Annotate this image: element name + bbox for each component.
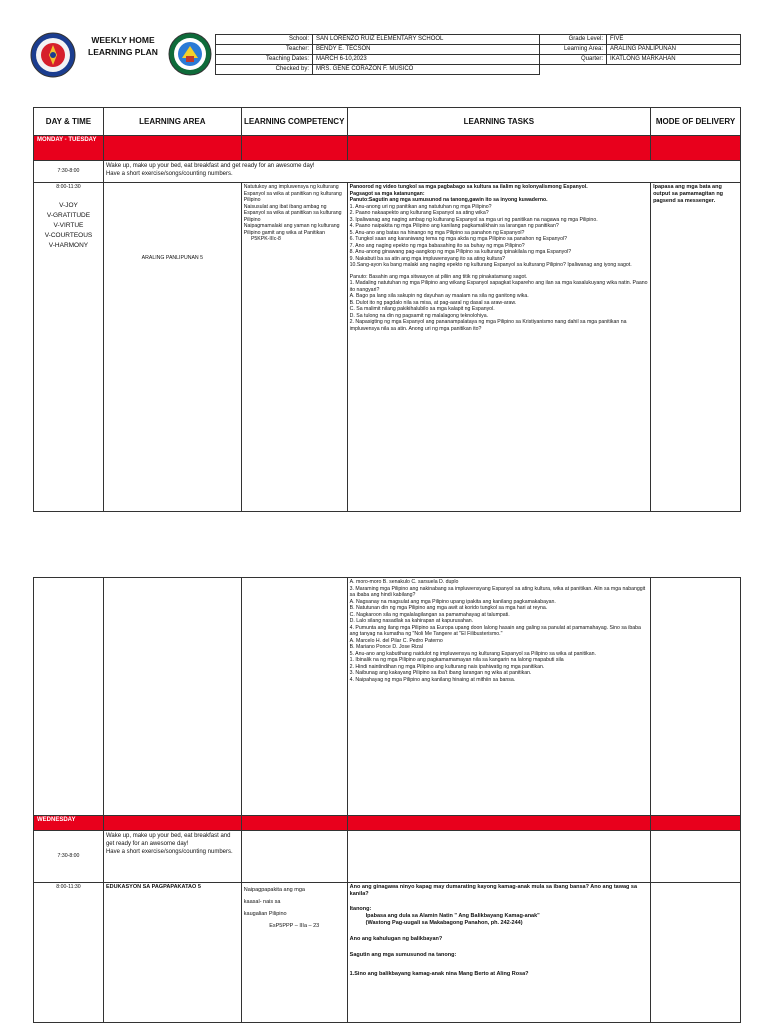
value-item: V-VIRTUE	[53, 221, 84, 229]
day-label: WEDNESDAY	[34, 816, 104, 831]
value-item: V-JOY	[59, 201, 78, 209]
routine-row	[34, 161, 741, 183]
info-table	[215, 34, 741, 75]
school-logo	[168, 32, 212, 76]
title-line-2: LEARNING PLAN	[88, 47, 158, 57]
title-line-1: WEEKLY HOME	[91, 35, 155, 45]
tasks-part-two: Panuto: Basahin ang mga sitwasyon at piliin ang titik ng pinakatamang sagot. 1. Madaling natutuhan ng mga Pilipino ang wikang Espanyol sapagkat kapareho ang ilan sa mga kasalukuyang wika natin. Paano ito nangyari? A. Bago pa lang sila sakupin ng dayuhan ay maalam na sila ng ganitong wika. B. Dulot ito ng pagdalo nila sa misa, at pag-aaral ng dasal sa araw-araw. C. Sa malimit nilang pakikihalubilo sa mga kalapit ng Espanyol. D. Sa tulong na din ng pagsamit ng malalagong teknolohiya. 2. Napasigting ng mga Espanyol ang pananampalataya ng mga Pilipino sa Kristiyanismo nang dahil sa mga panitikan na impluwensya nila sa atin. Anong uri ng mga panitikan ito?	[349, 273, 648, 332]
learning-competency	[241, 883, 347, 1023]
session-time: 8:00-11:30	[56, 184, 81, 190]
routine-row	[34, 831, 741, 883]
plan-table-page-1	[33, 107, 741, 512]
tasks-itanong: Itanong:	[349, 906, 372, 912]
value-item: V-GRATITUDE	[46, 211, 91, 219]
column-header: MODE OF DELIVERY	[651, 108, 741, 136]
column-header: LEARNING COMPETENCY	[241, 108, 347, 136]
info-label: Grade Level:	[540, 35, 607, 45]
session-row	[34, 183, 741, 512]
info-label: Teaching Dates:	[216, 55, 313, 65]
mode-of-delivery: Ipapasa ang mga bata ang output sa pamamagitan ng pagsend sa messenger.	[651, 183, 741, 512]
session-time-cell	[34, 183, 104, 512]
info-value: BENDY E. TECSON	[313, 45, 540, 55]
tasks-continued-text: A. moro-moro B. senakulo C. sarsuela D. duplo 3. Maraming mga Pilipino ang nakinabang sa impluwensyang Espanyol sa ating kultura, wika at panitikan. Alin sa mga nabanggit sa ibaba ang hindi kabilang? A. Nagsanay na magsulat ang mga Pilipino upang ipakita ang kanilang pagkamakabayan. B. Natutunan din ng mga Pilipino ang mga awit at korido tungkol sa mga hari at reyna. C. Nagkaroon sila ng mgalalagilangan sa pamamahayag at talumpati. D. Lalo silang nasadlak sa kahirapan at kapurusahan. 4. Pumunta ang ilang mga Pilipino sa Europa upang doon lalong hasain ang galing sa panulat at pamamahayag. Sino sa ibaba ang tanyag na kumatha ng "Noli Me Tangere at "El Filibusterismo." A. Marcelo H. del Pilar C. Pedro Paterno B. Mariano Ponce D. Jose Rizal 5. Anu-ano ang kabutihang naidulot ng impluwensya ng kulturang Espanyol sa Pilipino sa wika at panitikan. 1. Ibinalik na ng mga Pilipino ang pagkamamamayan nila sa kangarin na lalong mapabuti sila 2. Hindi naintindihan ng mga Pilipino ang kulturang nais ipahiwatig ng mga panitikan. 3. Naibunag ang kakayang Pilipino sa iba't ibang larangan ng wika at panitikan. 4. Naipahayag ng mga Pilipino ang kanilang hinaing at mithiin sa bansa.	[349, 579, 646, 683]
tasks-intro: Panoorod ng video tungkol sa mga pagbabago sa kultura sa ilalim ng kolonyalismong Espanyol. Pagsagot sa mga katanungan: Panuto:Sagutin ang mga sumusunod na tanong,gawin ito sa inyong kuwaderno.	[349, 184, 588, 203]
column-header: DAY & TIME	[34, 108, 104, 136]
learning-tasks	[347, 883, 650, 1023]
continuation-row	[34, 578, 741, 816]
learning-area: ARALING PANLIPUNAN 5	[103, 183, 241, 512]
tasks-question-list: 1. Anu-anong uri ng panitikan ang natutuhan ng mga Pilipino? 2. Paano nakaapekto ang kulturang Espanyol sa ating wika? 3. Ipaliwanag ang naging ambag ng kulturang Espanyol sa mga uri ng panitikan na nagawa ng mga Pilipino. 4. Paano naipakita ng mga Pilipino ang kanilang pagkamalikhain sa larangan ng panitikan? 5. Anu-ano ang batas na hinango ng mga Pilipino sa panahon ng Espanyol? 6. Tungkol saan ang karaniwang tema ng mga akda ng mga Pilipino sa panahon ng Espanyol? 7. Ano ang naging epekto ng mga babasahing ito sa buhay ng mga Pilipino? 8. Anu-anong ginawang pag-aangkop ng mga Pilipino sa kulturang ipinakilala ng mga Espanyol? 9. Nakabuti ba sa atin ang mga impluwensyang ito sa ating kultura? 10.Sang-ayon ka bang malaki ang naging epekto ng kulturang Espanyol sa kulturang Pilipino? Ipaliwanag ang iyong sagot.	[349, 203, 632, 268]
info-row	[216, 35, 741, 45]
tasks-question: Ano ang ginagawa ninyo kapag may dumarating kayong kamag-anak mula sa ibang bansa? Ano ang tawag sa kanila?	[349, 884, 639, 897]
competency-line: kaasal- nais sa	[243, 899, 281, 905]
learning-competency: Natutukoy ang impluwensya ng kulturang Espanyol sa wika at panitikan ng kulturang Pilipino Naisusulat ang ibat ibang ambag ng Espanyol sa wika at panitikan sa kulturang Pilipino Naipagmamalaki ang yaman ng kulturang Pilipino gamit ang wika at Panitikan P5KPK-IIIc-8	[241, 183, 347, 512]
value-item: V-COURTEOUS	[44, 231, 93, 239]
learning-tasks-continued	[347, 578, 650, 816]
routine-text: Wake up, make up your bed, eat breakfast and get ready for an awesome day! Have a short exercise/songs/counting numbers.	[103, 161, 740, 183]
column-header: LEARNING TASKS	[347, 108, 650, 136]
day-label: MONDAY - TUESDAY	[34, 136, 104, 161]
info-label: Checked by:	[216, 65, 313, 75]
info-label: School:	[216, 35, 313, 45]
info-row	[216, 45, 741, 55]
routine-text: Wake up, make up your bed, eat breakfast and get ready for an awesome day! Have a short exercise/songs/counting numbers.	[103, 831, 241, 883]
session-row	[34, 883, 741, 1023]
info-value: SAN LORENZO RUIZ ELEMENTARY SCHOOL	[313, 35, 540, 45]
day-row	[34, 136, 741, 161]
deped-logo	[30, 32, 76, 78]
info-row	[216, 55, 741, 65]
info-value: IKATLONG MARKAHAN	[607, 55, 741, 65]
info-value: MARCH 6-10,2023	[313, 55, 540, 65]
competency-line: kaugalian Pilipino	[243, 911, 287, 917]
info-label: Learning Area:	[540, 45, 607, 55]
info-value: ARALING PANLIPUNAN	[607, 45, 741, 55]
routine-time: 7:30-8:00	[34, 831, 104, 883]
routine-time: 7:30-8:00	[34, 161, 104, 183]
info-label: Quarter:	[540, 55, 607, 65]
tasks-question: Ano ang kahulugan ng balikbayan?	[349, 936, 443, 942]
info-label: Teacher:	[216, 45, 313, 55]
competency-code: EsP5PPP – IIIa – 23	[269, 923, 320, 929]
info-value: FIVE	[607, 35, 741, 45]
tasks-reference-source: (Wastong Pag-uugali sa Makabagong Panahon, ph. 242-244)	[365, 920, 523, 926]
tasks-reference: Ipabasa ang dula sa Alamin Natin " Ang Balikbayang Kamag-anak"	[365, 913, 540, 919]
value-item: V-HARMONY	[48, 241, 89, 249]
day-row	[34, 816, 741, 831]
column-header-row	[34, 108, 741, 136]
session-time: 8:00-11:30	[34, 883, 104, 1023]
info-row	[216, 65, 741, 75]
plan-table-page-2	[33, 577, 741, 1023]
page-title	[78, 34, 168, 58]
competency-line: Naipagpapakita ang mga	[243, 887, 305, 893]
learning-tasks	[347, 183, 650, 512]
column-header: LEARNING AREA	[103, 108, 241, 136]
values-list	[36, 201, 101, 251]
tasks-question: Sagutin ang mga sumusunod na tanong:	[349, 952, 457, 958]
tasks-question: 1.Sino ang balikbayang kamag-anak nina Mang Berto at Aling Rosa?	[349, 971, 529, 977]
info-value: MRS. GENE CORAZON F. MUSICO	[313, 65, 540, 75]
learning-area: EDUKASYON SA PAGPAPAKATAO 5	[103, 883, 241, 1023]
